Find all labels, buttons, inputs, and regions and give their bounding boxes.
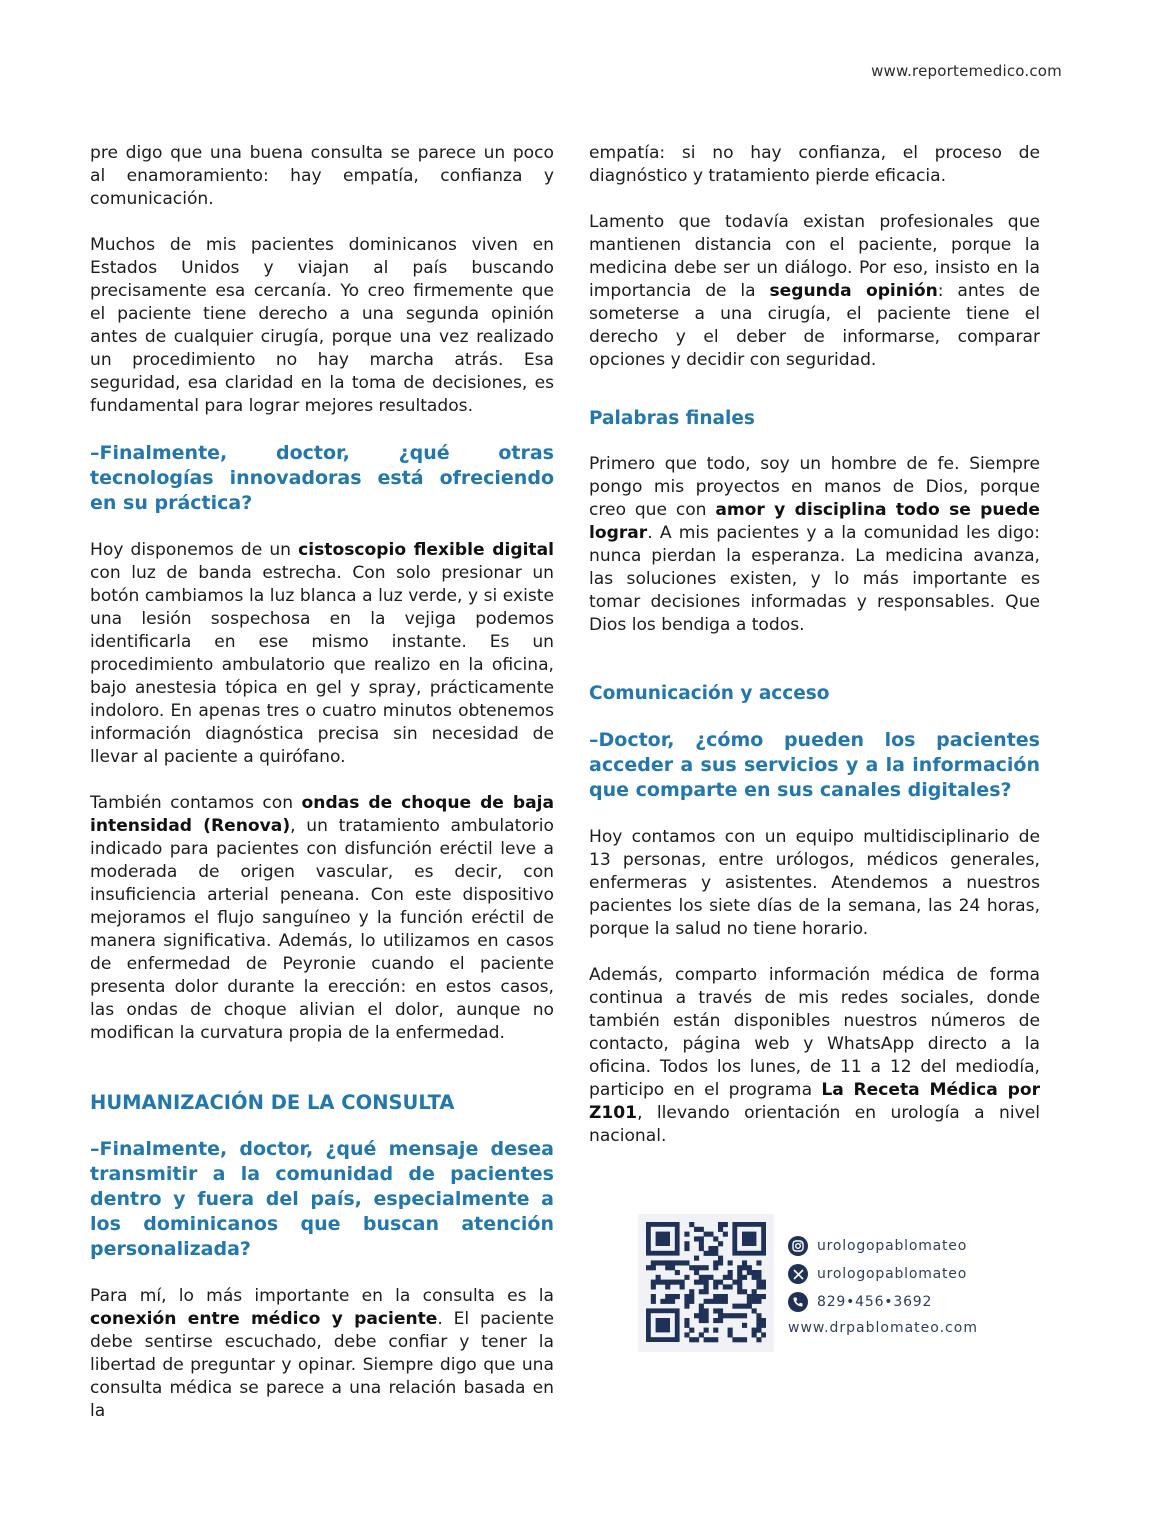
instagram-handle: urologopablomateo [817, 1238, 968, 1254]
bold-term: conexión entre médico y paciente [90, 1309, 438, 1329]
right-column [589, 142, 1040, 1171]
website-link[interactable]: www.drpablomateo.com [788, 1320, 978, 1336]
bold-term: cistoscopio flexible digital [298, 540, 554, 560]
instagram-row[interactable] [788, 1232, 978, 1260]
section-title: Palabras finales [589, 408, 755, 429]
paragraph: Hoy disponemos de un cistoscopio flexible digital con luz de banda estrecha. Con solo presionar un botón cambiamos la luz blanca a luz verde, y si existe una lesión sospechosa en la vejiga podemos identificarla en ese mismo instante. Es un procedimiento ambulatorio que realizo en la oficina, bajo anestesia tópica en gel y spray, prácticamente indoloro. En apenas tres o cuatro minutos obtenemos información diagnóstica precisa sin necesidad de llevar al paciente a quirófano. [90, 540, 554, 767]
paragraph: pre digo que una buena consulta se parece un poco al enamoramiento: hay empatía, confianza y comunicación. [90, 143, 554, 209]
qr-code-image [646, 1222, 766, 1344]
paragraph: También contamos con ondas de choque de baja intensidad (Renova), un tratamiento ambulatorio indicado para pacientes con disfunción eréctil leve a moderada de origen vascular, es decir, con insuficiencia arterial peneana. Con este dispositivo mejoramos el flujo sanguíneo y la función eréctil de manera significativa. Además, lo utilizamos en casos de enfermedad de Peyronie cuando el paciente presenta dolor durante la erección: en estos casos, las ondas de choque alivian el dolor, aunque no modifican la curvatura propia de la enfermedad. [90, 793, 555, 1043]
bold-term: segunda opinión [769, 281, 938, 301]
contact-list [788, 1232, 978, 1336]
interview-question: –Finalmente, doctor, ¿qué otras tecnologías innovadoras está ofreciendo en su práctica? [90, 442, 554, 514]
x-row[interactable] [788, 1260, 978, 1288]
bold-term: amor y disciplina todo se puede lograr [589, 500, 1040, 543]
site-url[interactable]: www.reportemedico.com [871, 62, 1062, 80]
instagram-icon [788, 1236, 808, 1256]
qr-code[interactable] [638, 1214, 774, 1352]
phone-number: 829•456•3692 [817, 1294, 933, 1310]
phone-row[interactable] [788, 1288, 978, 1316]
paragraph: Muchos de mis pacientes dominicanos viven en Estados Unidos y viajan al país buscando precisamente esa cercanía. Yo creo firmemente que el paciente tiene derecho a una segunda opinión antes de cualquier cirugía, porque una vez realizado un procedimiento no hay marcha atrás. Esa seguridad, esa claridad en la toma de decisiones, es fundamental para lograr mejores resultados. [90, 235, 554, 416]
interview-question: –Finalmente, doctor, ¿qué mensaje desea transmitir a la comunidad de pacientes dentro y fuera del país, especialmente a los dominicanos que buscan atención personalizada? [90, 1138, 554, 1260]
section-title: Comunicación y acceso [589, 683, 830, 704]
contact-card [638, 1214, 978, 1352]
left-column [90, 142, 554, 1446]
paragraph: Lamento que todavía existan profesionales que mantienen distancia con el paciente, porque la medicina debe ser un diálogo. Por eso, insisto en la importancia de la segunda opinión: antes de someterse a una cirugía, el paciente tiene el derecho y el deber de informarse, comparar opciones y decidir con seguridad. [589, 212, 1040, 370]
paragraph: Primero que todo, soy un hombre de fe. Siempre pongo mis proyectos en manos de Dios, porque creo que con amor y disciplina todo se puede lograr. A mis pacientes y a la comunidad les digo: nunca pierdan la esperanza. La medicina avanza, las soluciones existen, y lo más importante es tomar decisiones informadas y responsables. Que Dios los bendiga a todos. [589, 454, 1040, 635]
section-title: HUMANIZACIÓN DE LA CONSULTA [90, 1091, 455, 1114]
phone-icon [788, 1292, 808, 1312]
paragraph: Para mí, lo más importante en la consulta es la conexión entre médico y paciente. El paciente debe sentirse escuchado, debe confiar y tener la libertad de preguntar y opinar. Siempre digo que una consulta médica se parece a una relación basada en la [90, 1286, 554, 1421]
paragraph: Hoy contamos con un equipo multidisciplinario de 13 personas, entre urólogos, médicos generales, enfermeras y asistentes. Atendemos a nuestros pacientes los siete días de la semana, las 24 horas, porque la salud no tiene horario. [589, 827, 1040, 939]
bold-term: ondas de choque de baja intensidad (Renova) [90, 793, 555, 836]
x-handle: urologopablomateo [817, 1266, 968, 1282]
interview-question: –Doctor, ¿cómo pueden los pacientes acceder a sus servicios y a la información que comparte en sus canales digitales? [589, 729, 1040, 801]
x-icon [788, 1264, 808, 1284]
bold-term: La Receta Médica por Z101 [589, 1080, 1040, 1123]
paragraph: Además, comparto información médica de forma continua a través de mis redes sociales, donde también están disponibles nuestros números de contacto, página web y WhatsApp directo a la oficina. Todos los lunes, de 11 a 12 del mediodía, participo en el programa La Receta Médica por Z101, llevando orientación en urología a nivel nacional. [589, 965, 1040, 1146]
paragraph: empatía: si no hay confianza, el proceso de diagnóstico y tratamiento pierde eficacia. [589, 143, 1040, 186]
